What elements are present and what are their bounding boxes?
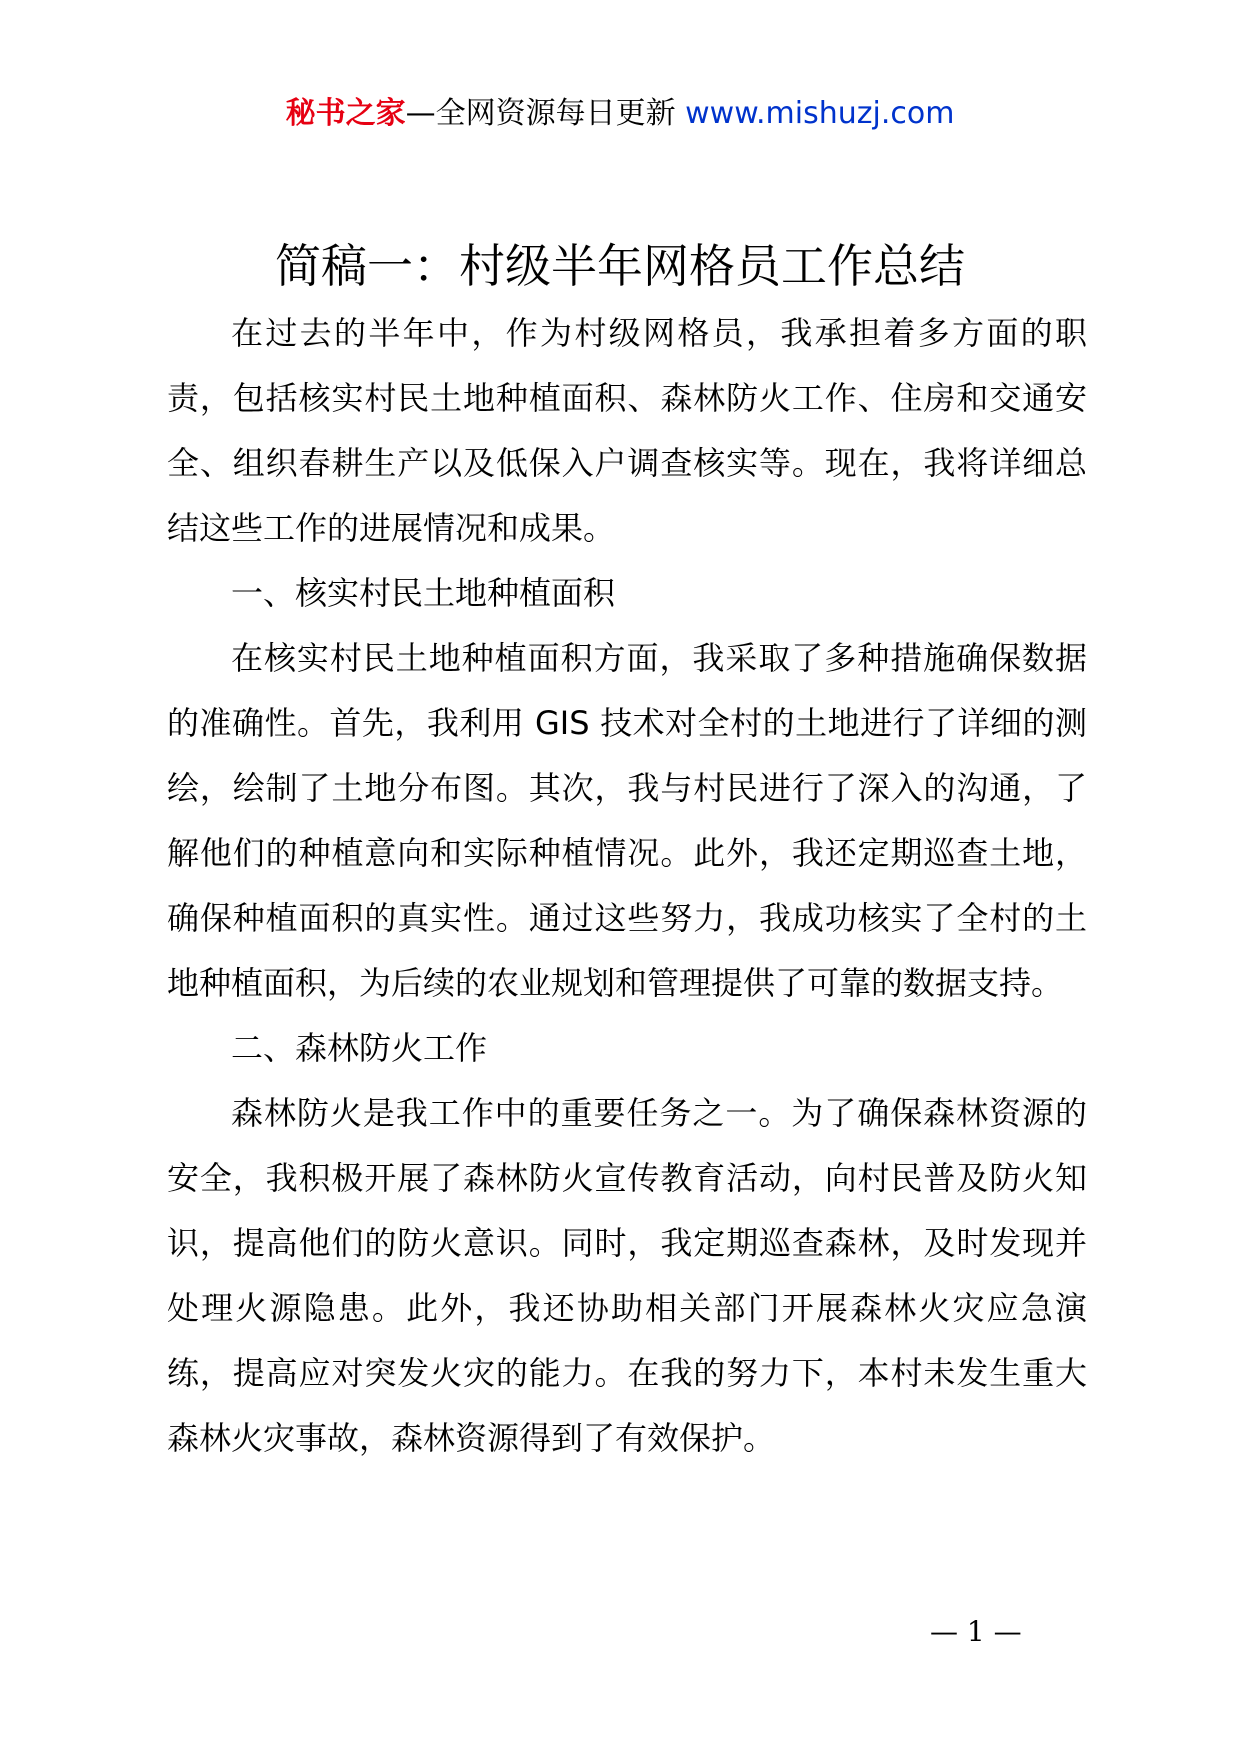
intro-paragraph: 在过去的半年中，作为村级网格员，我承担着多方面的职责，包括核实村民土地种植面积、森林防火工作、住房和交通安全、组织春耕生产以及低保入户调查核实等。现在，我将详细总结这些工作的进展情况和成果。 bbox=[167, 314, 1087, 547]
document-body bbox=[167, 301, 1087, 1471]
forest-fire-paragraph: 森林防火是我工作中的重要任务之一。为了确保森林资源的安全，我积极开展了森林防火宣传教育活动，向村民普及防火知识，提高他们的防火意识。同时，我定期巡查森林，及时发现并处理火源隐患。此外，我还协助相关部门开展森林火灾应急演练，提高应对突发火灾的能力。在我的努力下，本村未发生重大森林火灾事故，森林资源得到了有效保护。 bbox=[167, 1094, 1087, 1457]
brand-name: 秘书之家 bbox=[285, 96, 406, 131]
land-area-paragraph: 在核实村民土地种植面积方面，我采取了多种措施确保数据的准确性。首先，我利用 GIS 技术对全村的土地进行了详细的测绘，绘制了土地分布图。其次，我与村民进行了深入的沟通，了解他们的种植意向和实际种植情况。此外，我还定期巡查土地，确保种植面积的真实性。通过这些努力，我成功核实了全村的土地种植面积，为后续的农业规划和管理提供了可靠的数据支持。 bbox=[167, 639, 1087, 1002]
document-title: 简稿一：村级半年网格员工作总结 bbox=[275, 239, 965, 293]
section-heading-land-area: 一、核实村民土地种植面积 bbox=[231, 574, 616, 612]
section-heading-forest-fire: 二、森林防火工作 bbox=[231, 1029, 488, 1067]
site-url-link[interactable]: www.mishuzj.com bbox=[685, 96, 955, 131]
site-header-banner bbox=[0, 94, 1240, 134]
page-number: — 1 — bbox=[930, 1615, 1022, 1648]
header-tagline: —全网资源每日更新 bbox=[405, 96, 686, 131]
